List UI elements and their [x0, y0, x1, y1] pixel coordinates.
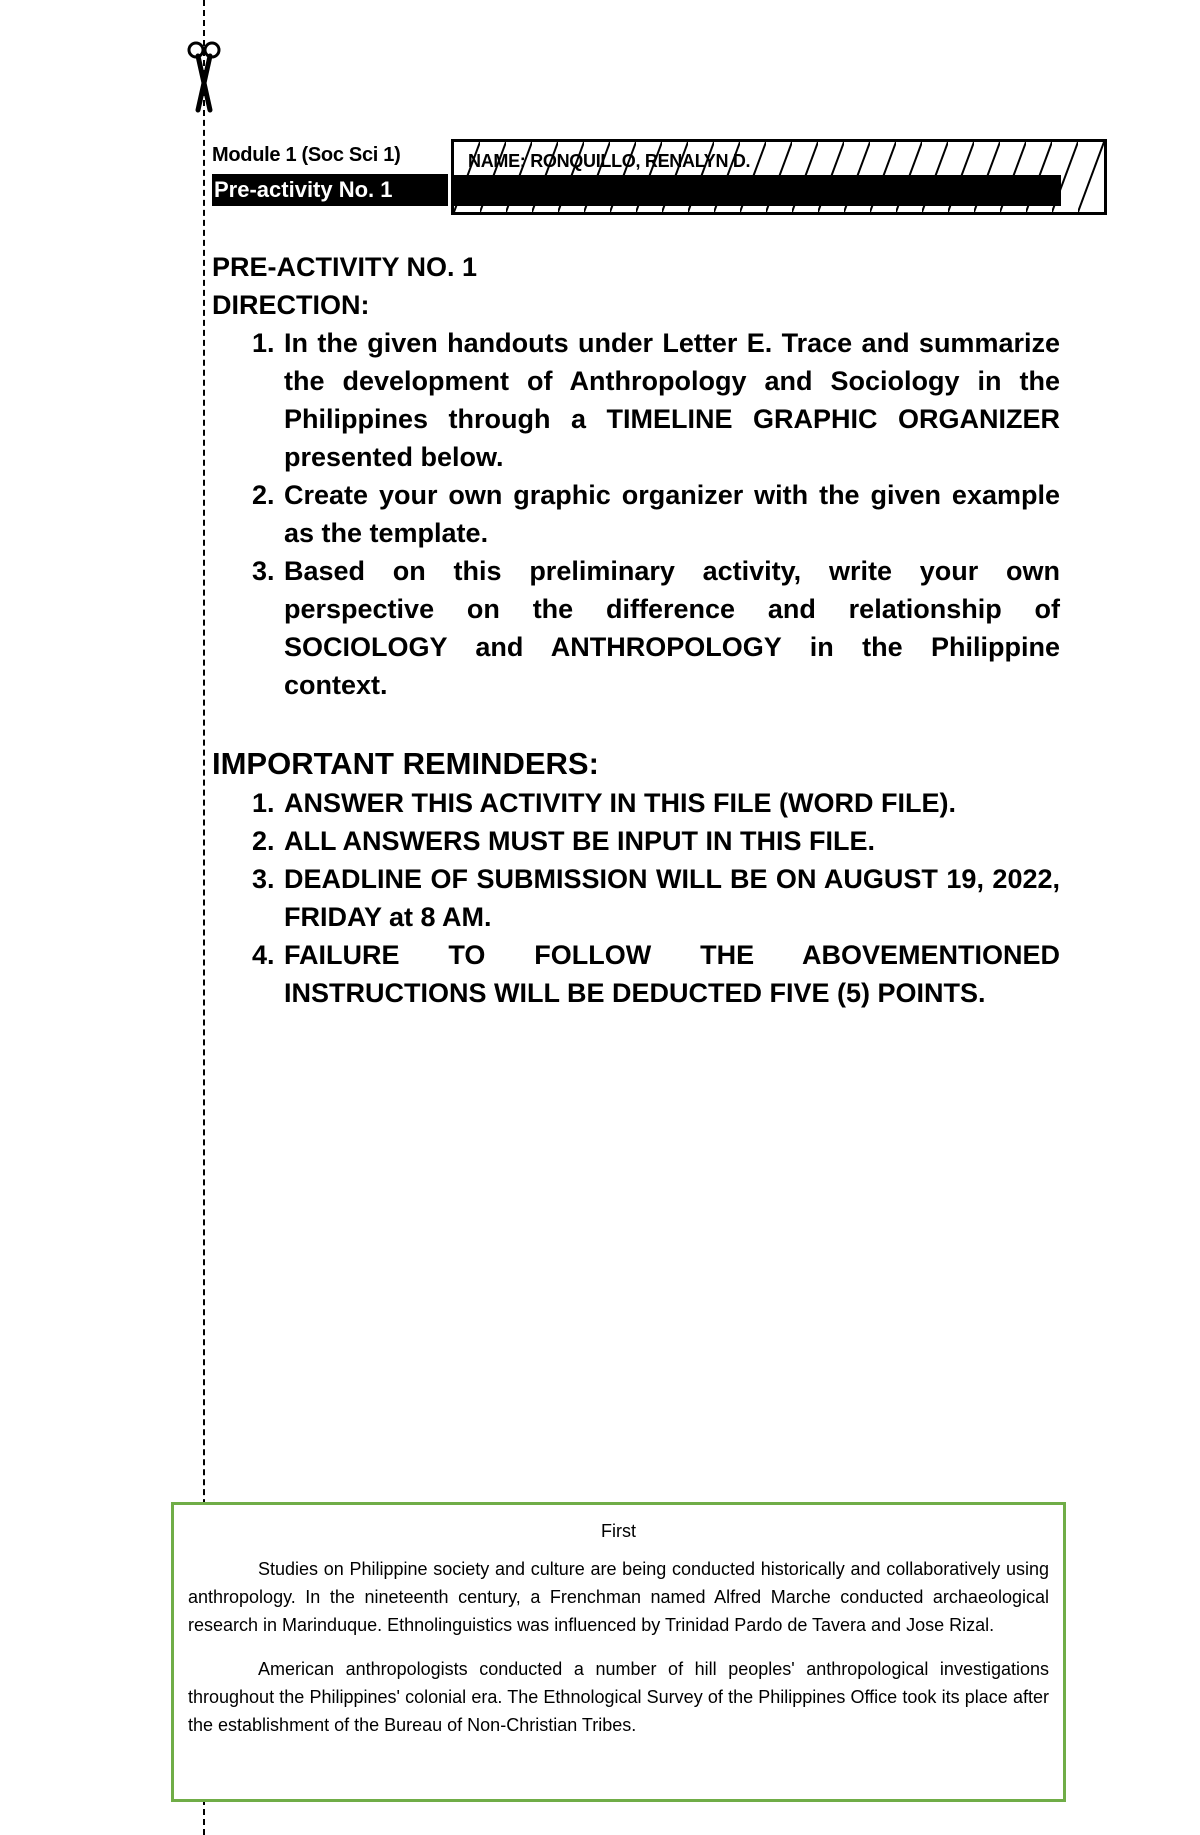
direction-label: DIRECTION:	[212, 290, 370, 320]
activity-title: PRE-ACTIVITY NO. 1	[212, 252, 478, 282]
directions-list	[212, 324, 1060, 704]
module-header	[212, 140, 448, 206]
reminder-item: 4. FAILURE TO FOLLOW THE ABOVEMENTIONED INSTRUCTIONS WILL BE DEDUCTED FIVE (5) POINTS.	[282, 936, 1060, 1012]
handout-paragraph: Studies on Philippine society and culture are being conducted historically and collaboratively using anthropology. In the nineteenth century, a Frenchman named Alfred Marche conducted archaeological research in Marinduque. Ethnolinguistics was influenced by Trinidad Pardo de Tavera and Jose Rizal.	[188, 1559, 1049, 1635]
reminder-item: 1. ANSWER THIS ACTIVITY IN THIS FILE (WORD FILE).	[282, 784, 1060, 822]
handout-title: First	[601, 1521, 636, 1541]
preactivity-label: Pre-activity No. 1	[212, 174, 448, 206]
reminder-item: 2. ALL ANSWERS MUST BE INPUT IN THIS FILE.	[282, 822, 1060, 860]
direction-item: 3. Based on this preliminary activity, write your own perspective on the difference and relationship of SOCIOLOGY and ANTHROPOLOGY in the Philippine context.	[282, 552, 1060, 704]
scissors-icon	[186, 40, 222, 120]
direction-item: 2. Create your own graphic organizer with the given example as the template.	[282, 476, 1060, 552]
name-box[interactable]	[451, 139, 1107, 215]
reminders-title: IMPORTANT REMINDERS:	[212, 746, 599, 781]
name-redaction-bar	[454, 175, 1061, 206]
handout-box	[171, 1502, 1066, 1802]
reminder-item: 3. DEADLINE OF SUBMISSION WILL BE ON AUGUST 19, 2022, FRIDAY at 8 AM.	[282, 860, 1060, 936]
activity-content	[212, 248, 1060, 1012]
handout-paragraph: American anthropologists conducted a number of hill peoples' anthropological investigations throughout the Philippines' colonial era. The Ethnological Survey of the Philippines Office took its place after the establishment of the Bureau of Non-Christian Tribes.	[188, 1659, 1049, 1735]
reminders-list	[212, 784, 1060, 1012]
name-label: NAME: RONQUILLO, RENALYN D.	[468, 151, 751, 171]
direction-item: 1. In the given handouts under Letter E. Trace and summarize the development of Anthropology and Sociology in the Philippines through a TIMELINE GRAPHIC ORGANIZER presented below.	[282, 324, 1060, 476]
module-label: Module 1 (Soc Sci 1)	[212, 144, 401, 166]
